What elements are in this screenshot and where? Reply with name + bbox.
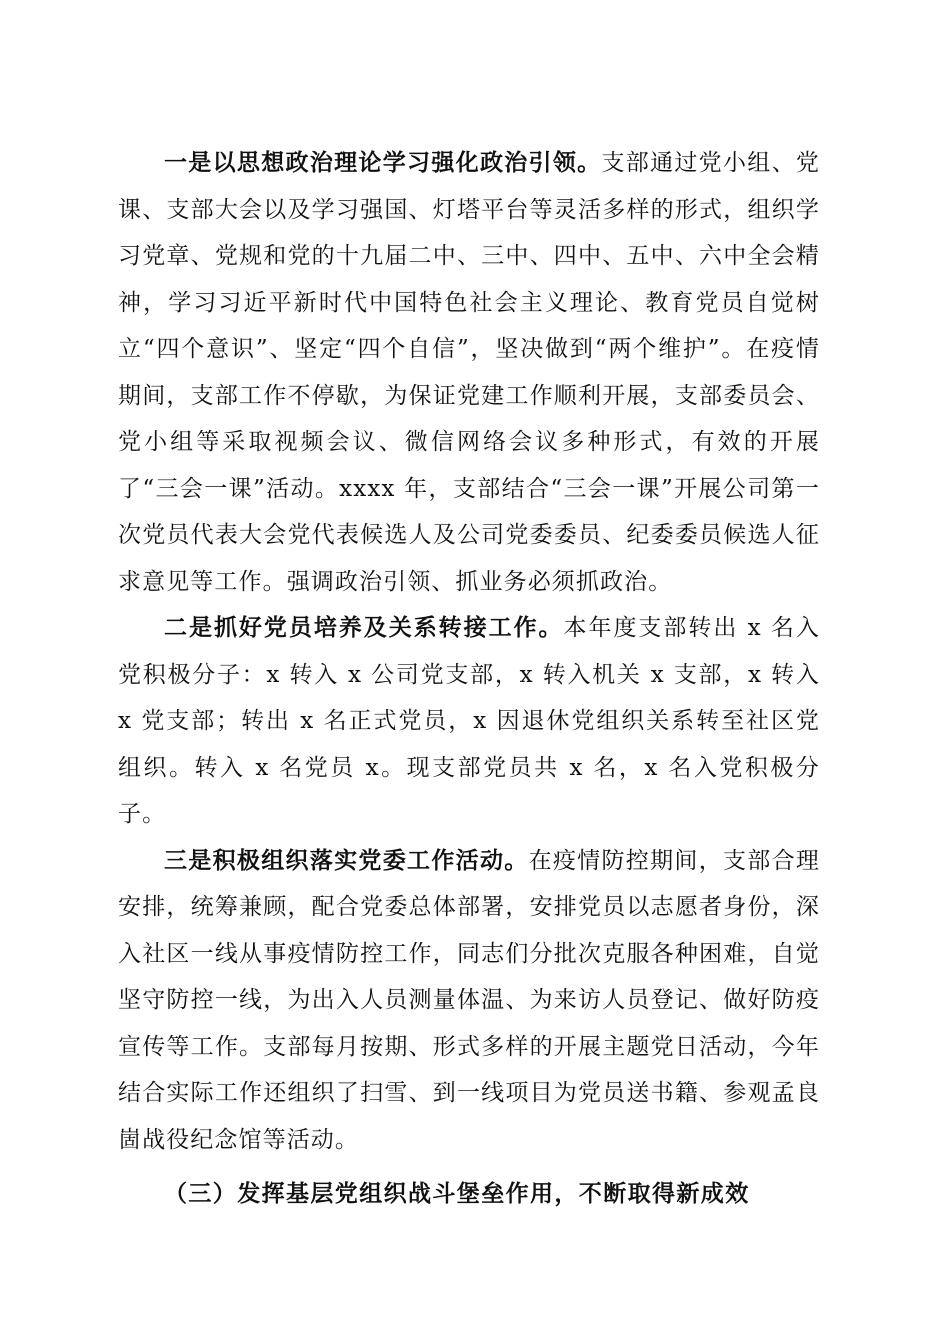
paragraph-party-activities bbox=[118, 838, 820, 1164]
paragraph-body: 支部通过党小组、党课、支部大会以及学习强国、灯塔平台等灵活多样的形式，组织学习党章、党规和党的十九届二中、三中、四中、五中、六中全会精神，学习习近平新时代中国特色社会主义理论、教育党员自觉树立“四个意识”、坚定“四个自信”，坚决做到“两个维护”。在疫情期间，支部工作不停歇，为保证党建工作顺利开展，支部委员会、党小组等采取视频会议、微信网络会议多种形式，有效的开展了“三会一课”活动。xxxx 年，支部结合“三会一课”开展公司第一次党员代表大会党代表候选人及公司党委委员、纪委委员候选人征求意见等工作。强调政治引领、抓业务必须抓政治。 bbox=[118, 150, 820, 595]
section-heading: （三）发挥基层党组织战斗堡垒作用，不断取得新成效 bbox=[164, 1180, 750, 1207]
paragraph-body: 本年度支部转出 x 名入党积极分子：x 转入 x 公司党支部，x 转入机关 x 支部，x 转入 x 党支部；转出 x 名正式党员，x 因退休党组织关系转至社区党组织。转入 x 名党员 x。现支部党员共 x 名，x 名入党积极分子。 bbox=[118, 615, 820, 827]
paragraph-member-training bbox=[118, 605, 820, 838]
paragraph-political-study bbox=[118, 140, 820, 605]
paragraph-body: 在疫情防控期间，支部合理安排，统筹兼顾，配合党委总体部署，安排党员以志愿者身份，深入社区一线从事疫情防控工作，同志们分批次克服各种困难，自觉坚守防控一线，为出入人员测量体温、为来访人员登记、做好防疫宣传等工作。支部每月按期、形式多样的开展主题党日活动，今年结合实际工作还组织了扫雪、到一线项目为党员送书籍、参观孟良崮战役纪念馆等活动。 bbox=[118, 847, 821, 1153]
paragraph-lead: 一是以思想政治理论学习强化政治引领。 bbox=[164, 149, 602, 176]
paragraph-lead: 三是积极组织落实党委工作活动。 bbox=[164, 846, 529, 874]
paragraph-lead: 二是抓好党员培养及关系转接工作。 bbox=[164, 614, 564, 641]
